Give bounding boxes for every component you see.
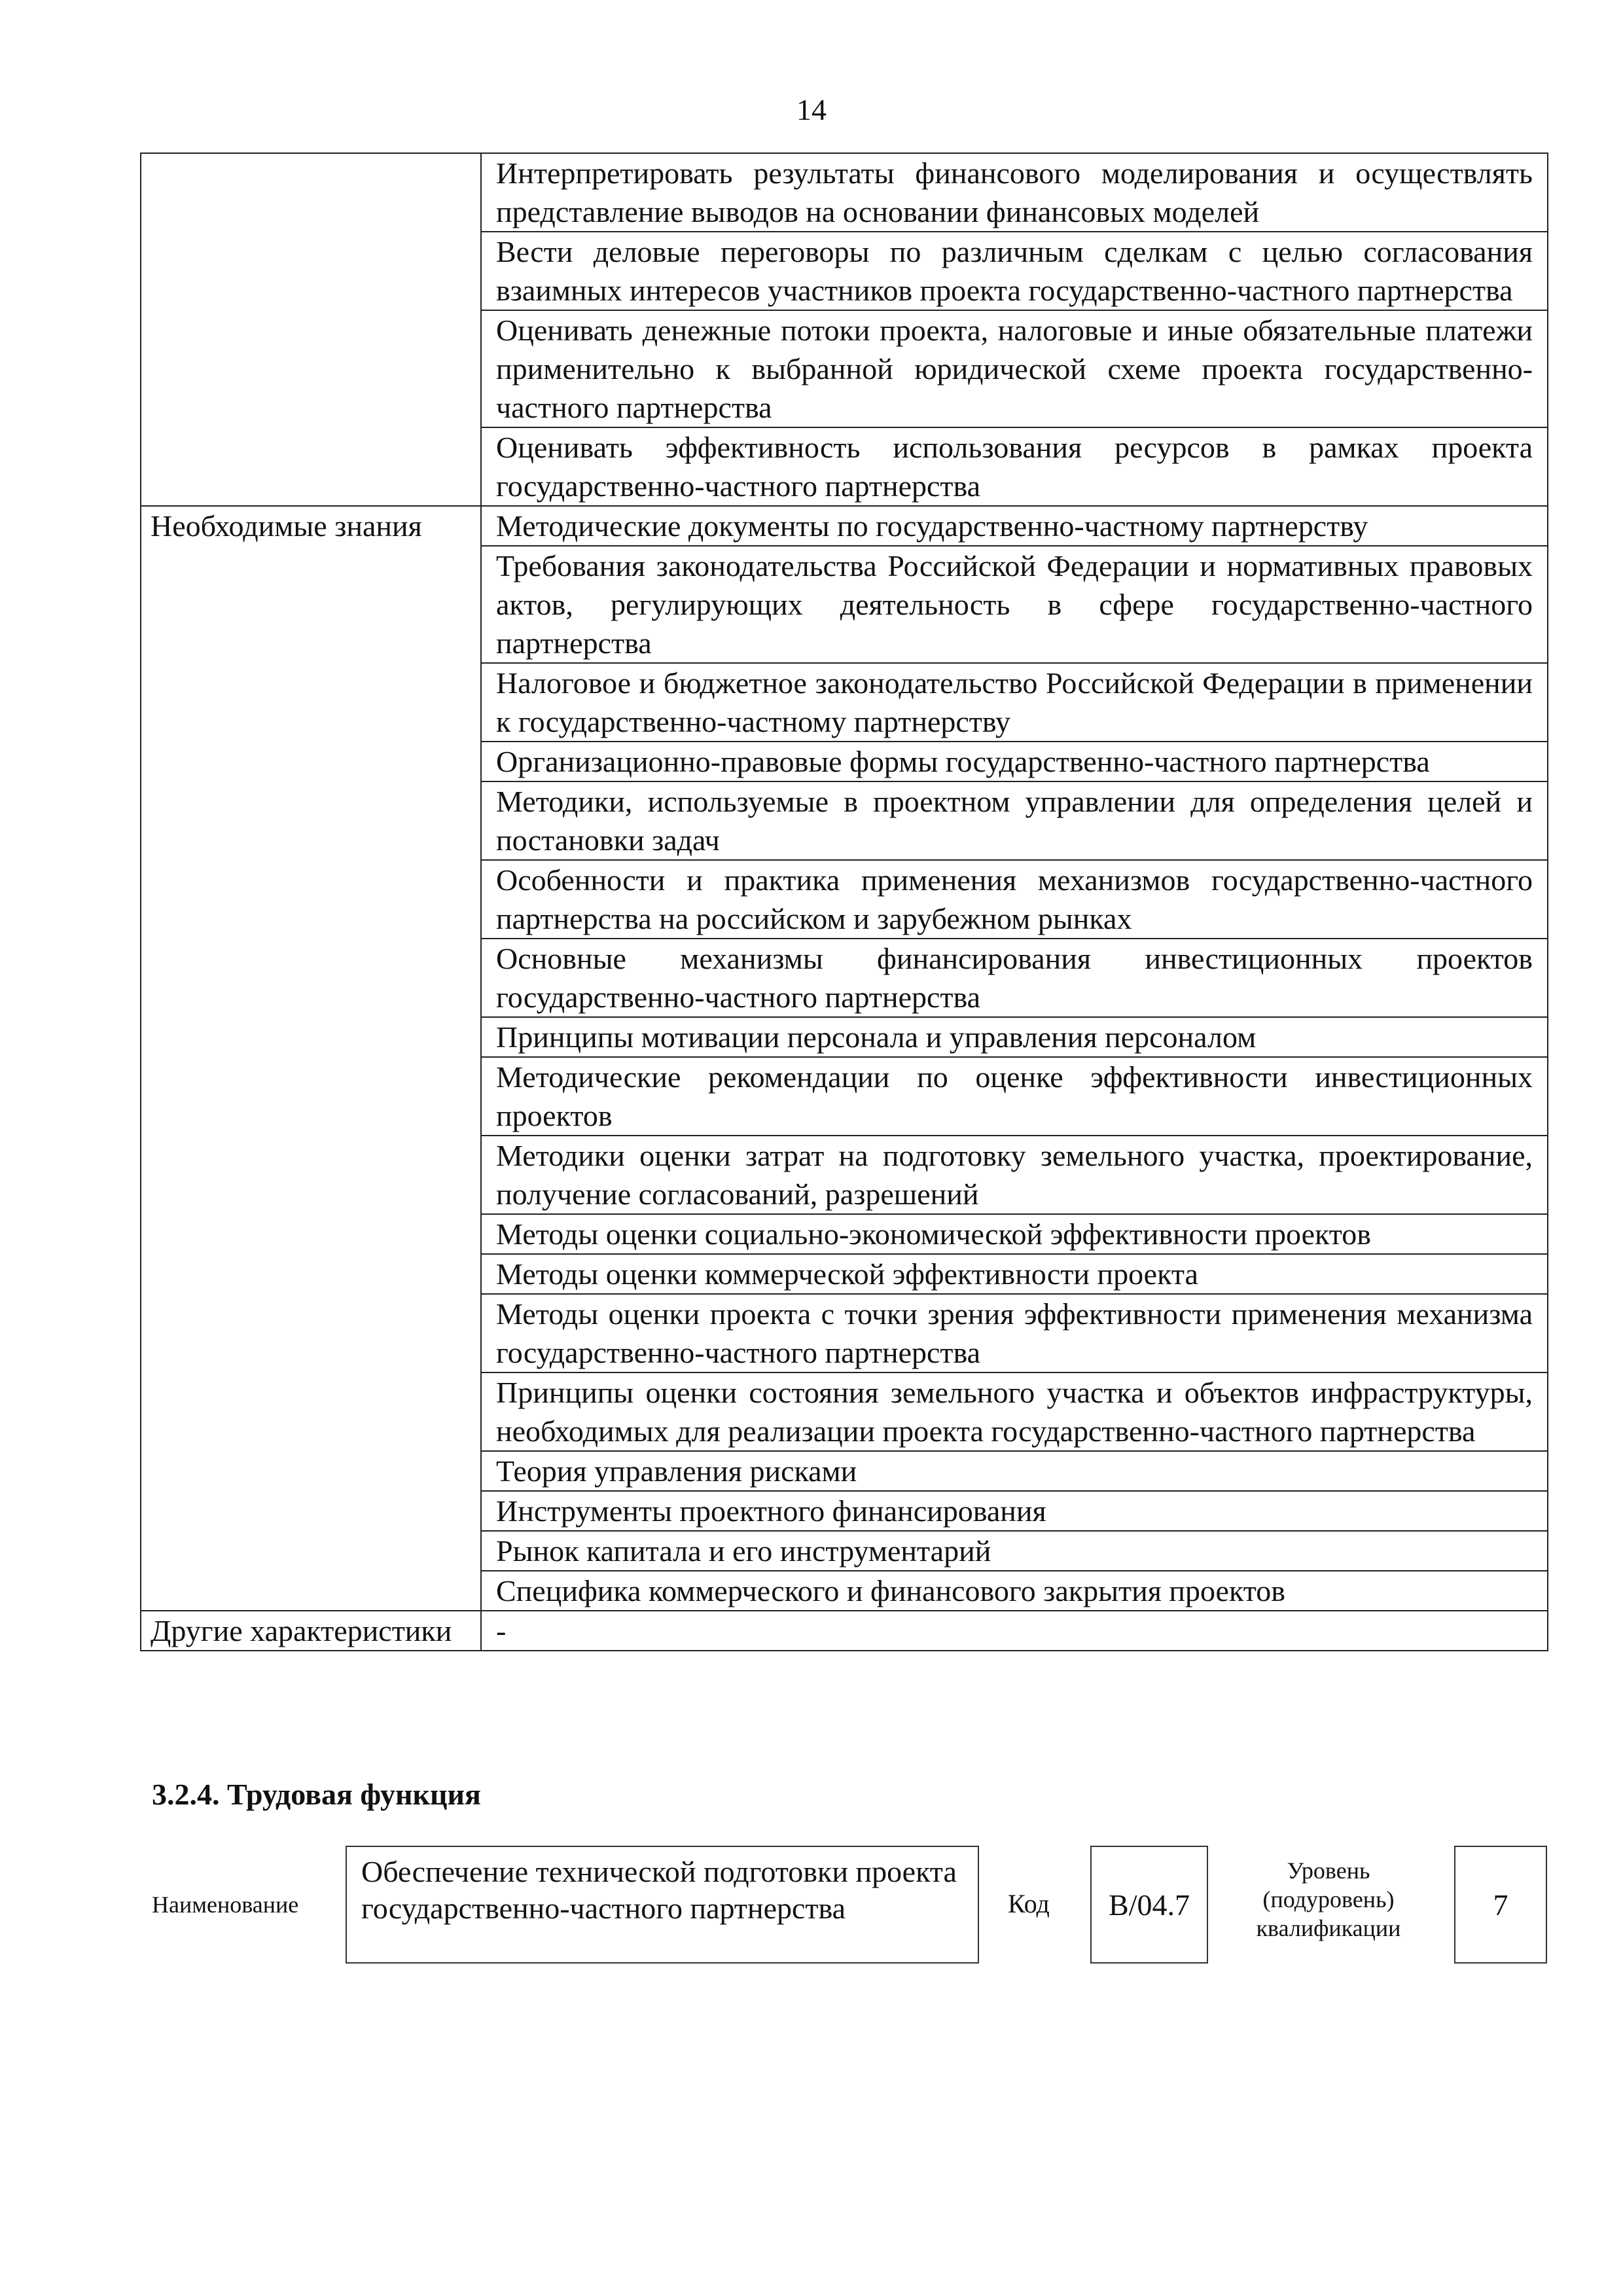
row-value-cell: Основные механизмы финансирования инвестиционных проектов государственно-частного партнерства xyxy=(481,939,1548,1017)
row-value-cell: Требования законодательства Российской Федерации и нормативных правовых актов, регулирующих деятельность в сфере государственно-частного партнерства xyxy=(481,546,1548,663)
level-label-line2: (подуровень) xyxy=(1262,1886,1395,1912)
row-label-cell: Необходимые знания xyxy=(141,506,481,1611)
row-value-cell: Методики, используемые в проектном управлении для определения целей и постановки задач xyxy=(481,781,1548,860)
row-value-cell: Инструменты проектного финансирования xyxy=(481,1491,1548,1531)
row-value-cell: Рынок капитала и его инструментарий xyxy=(481,1531,1548,1571)
row-value-cell: Методические рекомендации по оценке эффективности инвестиционных проектов xyxy=(481,1057,1548,1136)
function-code-box: B/04.7 xyxy=(1090,1846,1208,1964)
row-value-cell: Специфика коммерческого и финансового закрытия проектов xyxy=(481,1571,1548,1611)
level-label-line3: квалификации xyxy=(1256,1915,1401,1941)
row-value-cell: Методы оценки социально-экономической эффективности проектов xyxy=(481,1214,1548,1254)
row-value-cell: Оценивать денежные потоки проекта, налоговые и иные обязательные платежи применительно к выбранной юридической схеме проекта государственно-частного партнерства xyxy=(481,310,1548,427)
knowledge-skills-table xyxy=(140,152,1548,1651)
level-label-line1: Уровень xyxy=(1287,1857,1370,1884)
table-row xyxy=(141,153,1548,232)
qualification-level-box: 7 xyxy=(1454,1846,1547,1964)
name-label: Наименование xyxy=(152,1892,299,1918)
row-value-cell: - xyxy=(481,1611,1548,1651)
table-row xyxy=(141,1611,1548,1651)
row-value-cell: Налоговое и бюджетное законодательство Российской Федерации в применении к государственно-частному партнерству xyxy=(481,663,1548,742)
row-value-cell: Оценивать эффективность использования ресурсов в рамках проекта государственно-частного партнерства xyxy=(481,427,1548,506)
row-value-cell: Методики оценки затрат на подготовку земельного участка, проектирование, получение согласований, разрешений xyxy=(481,1136,1548,1214)
row-value-cell: Интерпретировать результаты финансового моделирования и осуществлять представление выводов на основании финансовых моделей xyxy=(481,153,1548,232)
code-label: Код xyxy=(1008,1889,1050,1918)
row-value-cell: Методы оценки коммерческой эффективности проекта xyxy=(481,1254,1548,1294)
row-label-cell: Другие характеристики xyxy=(141,1611,481,1651)
function-name-box: Обеспечение технической подготовки проекта государственно-частного партнерства xyxy=(346,1846,979,1964)
row-value-cell: Особенности и практика применения механизмов государственно-частного партнерства на российском и зарубежном рынках xyxy=(481,860,1548,939)
page-number: 14 xyxy=(796,93,827,126)
row-value-cell: Методические документы по государственно-частному партнерству xyxy=(481,506,1548,546)
row-value-cell: Принципы мотивации персонала и управления персоналом xyxy=(481,1017,1548,1057)
row-value-cell: Организационно-правовые формы государственно-частного партнерства xyxy=(481,742,1548,781)
row-label-cell xyxy=(141,153,481,506)
row-value-cell: Теория управления рисками xyxy=(481,1451,1548,1491)
row-value-cell: Принципы оценки состояния земельного участка и объектов инфраструктуры, необходимых для реализации проекта государственно-частного партнерства xyxy=(481,1372,1548,1451)
qualification-level-label xyxy=(1230,1856,1427,1943)
table-row xyxy=(141,506,1548,546)
row-value-cell: Вести деловые переговоры по различным сделкам с целью согласования взаимных интересов участников проекта государственно-частного партнерства xyxy=(481,232,1548,310)
section-title: 3.2.4. Трудовая функция xyxy=(152,1778,481,1811)
row-value-cell: Методы оценки проекта с точки зрения эффективности применения механизма государственно-частного партнерства xyxy=(481,1294,1548,1372)
